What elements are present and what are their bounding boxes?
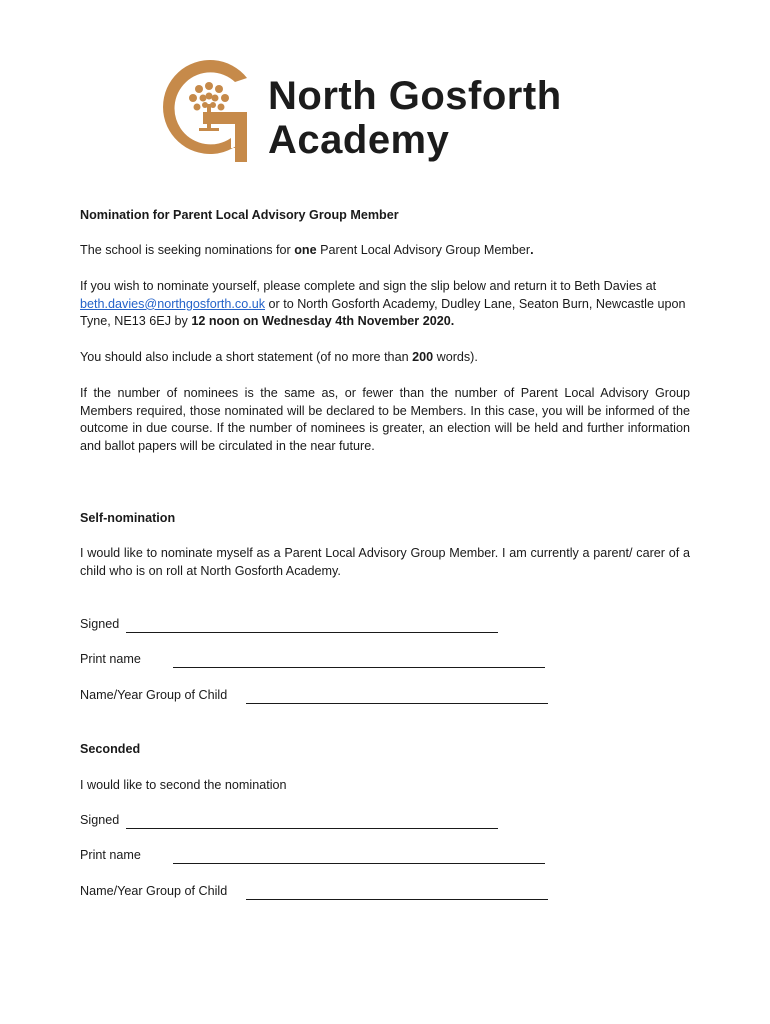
statement-before: You should also include a short statement (of no more than — [80, 350, 413, 364]
intro-before: The school is seeking nominations for — [80, 243, 295, 257]
deadline: 12 noon on Wednesday 4th November 2020. — [191, 314, 455, 329]
school-logo — [155, 48, 625, 178]
self-signed-field[interactable] — [126, 632, 498, 633]
statement-paragraph — [80, 349, 690, 367]
tree-g-logo-icon — [155, 52, 255, 168]
instructions-paragraph — [80, 278, 690, 331]
self-child-field[interactable] — [246, 703, 548, 704]
seconded-text: I would like to second the nomination — [80, 778, 287, 792]
election-info-paragraph: If the number of nominees is the same as, or fewer than the number of Parent Local Advisory Group Members required, those nominated will be declared to be Members. In this case, you will be informed of the outcome in due course. If the number of nominees is greater, an election will be held and further information and ballot papers will be circulated in the near future. — [80, 386, 690, 453]
intro-after: Parent Local Advisory Group Member — [316, 243, 531, 257]
self-signed-label: Signed — [80, 617, 120, 631]
intro-paragraph — [80, 242, 690, 260]
school-name-line1: North Gosforth — [268, 74, 562, 118]
seconded-signed-label: Signed — [80, 813, 120, 827]
intro-bold: one — [294, 243, 317, 257]
seconded-print-name-field[interactable] — [173, 863, 545, 864]
seconded-heading: Seconded — [80, 742, 141, 756]
self-child-label: Name/Year Group of Child — [80, 688, 228, 702]
seconded-signed-field[interactable] — [126, 828, 498, 829]
intro-end: . — [530, 243, 534, 257]
form-heading: Nomination for Parent Local Advisory Group Member — [80, 208, 399, 222]
statement-after: words). — [433, 350, 478, 364]
email-link[interactable]: beth.davies@northgosforth.co.uk — [80, 296, 266, 311]
self-print-name-field[interactable] — [173, 667, 545, 668]
self-nomination-heading: Self-nomination — [80, 511, 176, 525]
seconded-child-label: Name/Year Group of Child — [80, 884, 228, 898]
seconded-print-name-label: Print name — [80, 848, 141, 862]
school-name — [268, 76, 562, 160]
school-name-line2: Academy — [268, 118, 450, 162]
statement-bold: 200 — [412, 350, 434, 364]
self-nomination-text: I would like to nominate myself as a Parent Local Advisory Group Member. I am currently a parent/ carer of a child who is on roll at North Gosforth Academy. — [80, 546, 690, 578]
seconded-child-field[interactable] — [246, 899, 548, 900]
instructions-part1: If you wish to nominate yourself, please complete and sign the slip below and return it to Beth Davies at — [80, 279, 657, 293]
self-print-name-label: Print name — [80, 652, 141, 666]
instructions-part2: or to North Gosforth Academy, Dudley Lane, Seaton Burn, Newcastle upon Tyne, NE13 6EJ by — [80, 296, 686, 329]
